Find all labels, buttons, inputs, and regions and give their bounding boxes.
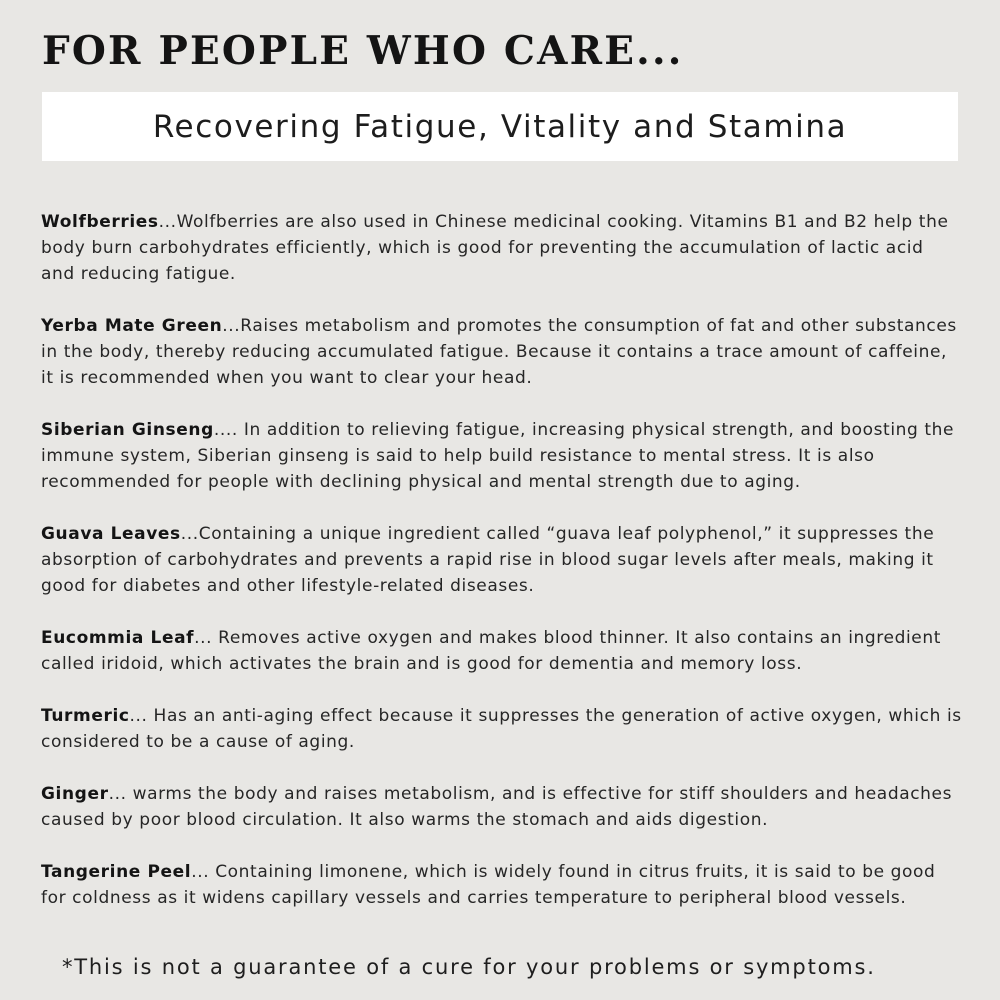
subtitle-banner (42, 92, 958, 161)
ingredient-description: ... warms the body and raises metabolism, and is effective for stiff shoulders and headaches caused by poor blood circulation. It also warms the stomach and aids digestion. (41, 784, 953, 830)
ingredient-name: Siberian Ginseng (41, 420, 214, 440)
ingredient-item-tangerine-peel (41, 859, 963, 911)
disclaimer-text: *This is not a guarantee of a cure for your problems or symptoms. (62, 955, 876, 979)
ingredient-item-ginger (41, 781, 963, 833)
ingredient-description: ...Raises metabolism and promotes the consumption of fat and other substances in the body, thereby reducing accumulated fatigue. Because it contains a trace amount of caffeine, it is recommended when you want to clear your head. (41, 316, 957, 388)
ingredient-item-turmeric (41, 703, 963, 755)
ingredient-list (41, 209, 963, 937)
ingredient-item-siberian-ginseng (41, 417, 963, 495)
ingredient-description: ... Has an anti-aging effect because it suppresses the generation of active oxygen, which is considered to be a cause of aging. (41, 706, 962, 752)
ingredient-name: Yerba Mate Green (41, 316, 223, 336)
ingredient-description: ... Removes active oxygen and makes blood thinner. It also contains an ingredient called iridoid, which activates the brain and is good for dementia and memory loss. (41, 628, 941, 674)
ingredient-item-wolfberries (41, 209, 963, 287)
ingredient-name: Ginger (41, 784, 109, 804)
ingredient-item-yerba-mate-green (41, 313, 963, 391)
ingredient-item-guava-leaves (41, 521, 963, 599)
ingredient-name: Turmeric (41, 706, 130, 726)
ingredient-name: Eucommia Leaf (41, 628, 195, 648)
ingredient-description: ...Wolfberries are also used in Chinese medicinal cooking. Vitamins B1 and B2 help the body burn carbohydrates efficiently, which is good for preventing the accumulation of lactic acid and reducing fatigue. (41, 212, 949, 284)
page-heading: FOR PEOPLE WHO CARE... (42, 28, 684, 74)
ingredient-description: ...Containing a unique ingredient called “guava leaf polyphenol,” it suppresses the absorption of carbohydrates and prevents a rapid rise in blood sugar levels after meals, making it good for diabetes and other lifestyle-related diseases. (41, 524, 935, 596)
ingredient-name: Wolfberries (41, 212, 159, 232)
ingredient-item-eucommia-leaf (41, 625, 963, 677)
subtitle-text: Recovering Fatigue, Vitality and Stamina (152, 108, 848, 145)
ingredient-name: Tangerine Peel (41, 862, 192, 882)
ingredient-description: ... Containing limonene, which is widely found in citrus fruits, it is said to be good for coldness as it widens capillary vessels and carries temperature to peripheral blood vessels. (41, 862, 936, 908)
ingredient-description: .... In addition to relieving fatigue, increasing physical strength, and boosting the immune system, Siberian ginseng is said to help build resistance to mental stress. It is also recommended for people with declining physical and mental strength due to aging. (41, 420, 955, 492)
ingredient-name: Guava Leaves (41, 524, 181, 544)
